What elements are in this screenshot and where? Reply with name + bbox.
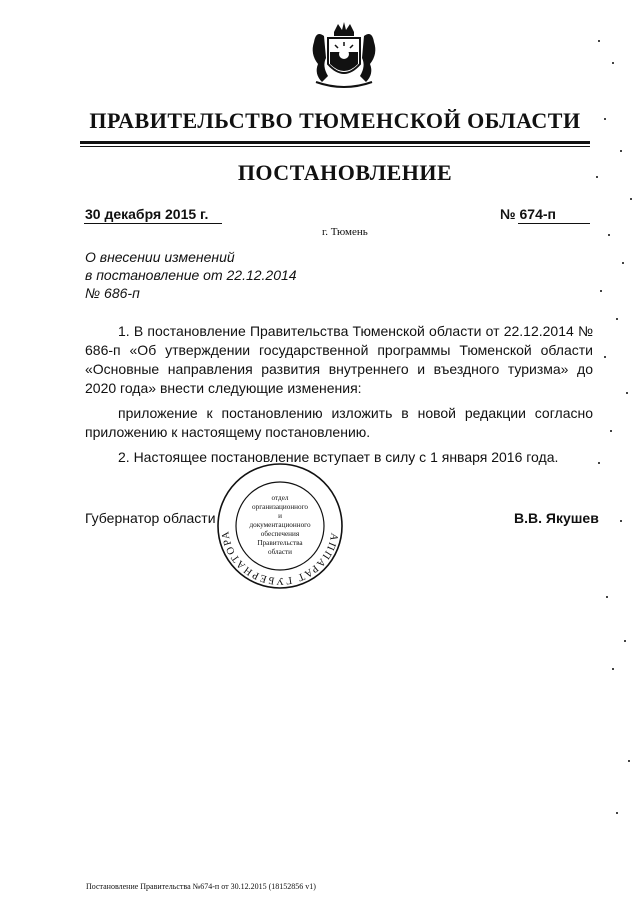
signer-position: Губернатор области bbox=[85, 510, 216, 526]
subject-line: О внесении изменений bbox=[85, 249, 235, 265]
document-number: № 674-п bbox=[500, 206, 556, 222]
stamp-line: организационного bbox=[252, 503, 308, 511]
document-type: ПОСТАНОВЛЕНИЕ bbox=[237, 160, 453, 185]
body-paragraph: 2. Настоящее постановление вступает в силу с 1 января 2016 года. bbox=[118, 449, 559, 465]
body-paragraph: приложение к постановлению изложить в новой редакции согласно приложению к настоящему постановлению. bbox=[85, 405, 593, 440]
document-footer: Постановление Правительства №674-п от 30.12.2015 (18152856 v1) bbox=[86, 882, 316, 891]
stamp-line: отдел bbox=[271, 494, 289, 502]
stamp-line: Правительства bbox=[257, 539, 303, 547]
stamp-line: документационного bbox=[249, 521, 311, 529]
body-paragraph: 1. В постановление Правительства Тюменской области от 22.12.2014 № 686-п «Об утверждении государственной программы Тюменской области «Основные направления развития внутреннего и въездного туризма» до 2020 года» внести следующие изменения: bbox=[85, 323, 593, 396]
subject-line: № 686-п bbox=[85, 285, 140, 301]
stamp-line: обеспечения bbox=[260, 530, 300, 538]
stamp-ring-text: АППАРАТ ГУБЕРНАТОРА bbox=[220, 529, 340, 587]
document-city: г. Тюмень bbox=[322, 226, 368, 238]
signer-name: В.В. Якушев bbox=[514, 510, 599, 526]
stamp-line: области bbox=[267, 548, 293, 556]
subject-line: в постановление от 22.12.2014 bbox=[85, 267, 297, 283]
government-title: ПРАВИТЕЛЬСТВО ТЮМЕНСКОЙ ОБЛАСТИ bbox=[89, 108, 581, 133]
stamp-line: и bbox=[278, 512, 282, 520]
document-date: 30 декабря 2015 г. bbox=[85, 206, 209, 222]
